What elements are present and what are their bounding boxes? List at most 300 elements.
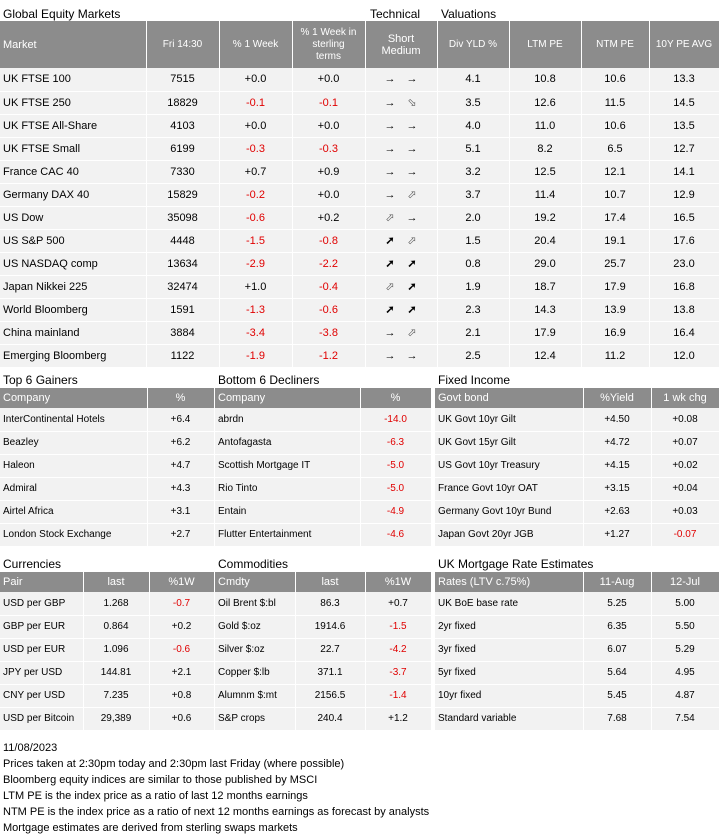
commodities-row	[215, 592, 431, 615]
currency-last: 0.864	[83, 615, 149, 638]
week-change: -0.3	[219, 137, 292, 160]
technical-trend	[365, 206, 437, 229]
short-trend-arrow-icon: ⬀	[385, 281, 395, 293]
div-yield: 2.0	[437, 206, 509, 229]
ntm-pe: 10.7	[581, 183, 649, 206]
week-change-sterling: -0.4	[292, 275, 365, 298]
week-change: -1.3	[219, 298, 292, 321]
fixed-income-row	[435, 500, 719, 523]
mortgage-row	[435, 615, 719, 638]
ltm-pe: 8.2	[509, 137, 581, 160]
technical-trend	[365, 183, 437, 206]
technical-trend	[365, 68, 437, 91]
note-line: NTM PE is the index price as a ratio of next 12 months earnings as forecast by analysts	[3, 806, 430, 818]
technical-trend	[365, 137, 437, 160]
medium-trend-arrow-icon: ➚	[407, 281, 417, 293]
short-trend-arrow-icon: ➚	[385, 258, 395, 270]
div-yield: 1.5	[437, 229, 509, 252]
technical-trend	[365, 229, 437, 252]
com-col-last: last	[295, 572, 365, 592]
fi-col-yield: %Yield	[583, 388, 651, 408]
col-price: Fri 14:30	[146, 21, 219, 68]
equity-row	[0, 275, 719, 298]
pct-change: +4.7	[147, 454, 214, 477]
rate-previous: 5.00	[651, 592, 719, 615]
market-name: UK FTSE Small	[0, 137, 146, 160]
currencies-row	[0, 661, 214, 684]
bond-yield: +4.15	[583, 454, 651, 477]
pe-10y-avg: 14.5	[649, 91, 719, 114]
pe-10y-avg: 16.4	[649, 321, 719, 344]
company-name: Haleon	[0, 454, 147, 477]
currency-last: 7.235	[83, 684, 149, 707]
col-week-sterling-line1: % 1 Week in	[300, 26, 357, 38]
col-ltm-pe: LTM PE	[509, 21, 581, 68]
market-price: 1122	[146, 344, 219, 367]
commodities-title: Commodities	[218, 557, 289, 571]
com-col-cmdty: Cmdty	[215, 572, 295, 592]
market-name: UK FTSE All-Share	[0, 114, 146, 137]
bond-name: Japan Govt 20yr JGB	[435, 523, 583, 546]
cur-col-last: last	[83, 572, 149, 592]
company-name: Rio Tinto	[215, 477, 360, 500]
decliners-row	[215, 523, 431, 546]
valuations-label: Valuations	[441, 7, 497, 21]
market-price: 13634	[146, 252, 219, 275]
fi-col-chg: 1 wk chg	[651, 388, 719, 408]
week-change: -0.2	[219, 183, 292, 206]
equity-row	[0, 252, 719, 275]
mortgage-row	[435, 638, 719, 661]
commodity-last: 2156.5	[295, 684, 365, 707]
mortgage-rate-name: 5yr fixed	[435, 661, 583, 684]
company-name: Airtel Africa	[0, 500, 147, 523]
div-yield: 1.9	[437, 275, 509, 298]
short-trend-arrow-icon: →	[384, 97, 396, 109]
technical-trend	[365, 91, 437, 114]
pct-change: +3.1	[147, 500, 214, 523]
gainers-col-pct: %	[147, 388, 214, 408]
pct-change: -4.6	[360, 523, 431, 546]
market-price: 35098	[146, 206, 219, 229]
week-change: +1.0	[219, 275, 292, 298]
market-price: 7515	[146, 68, 219, 91]
col-10y-pe-avg: 10Y PE AVG	[649, 21, 719, 68]
currency-pair: USD per EUR	[0, 638, 83, 661]
currencies-table	[0, 572, 215, 731]
equity-row	[0, 183, 719, 206]
week-change-sterling: -2.2	[292, 252, 365, 275]
mortgage-row	[435, 661, 719, 684]
ntm-pe: 19.1	[581, 229, 649, 252]
mortgage-row	[435, 684, 719, 707]
gainers-title: Top 6 Gainers	[3, 373, 78, 387]
technical-trend	[365, 298, 437, 321]
week-change-sterling: -1.2	[292, 344, 365, 367]
bond-name: France Govt 10yr OAT	[435, 477, 583, 500]
ltm-pe: 14.3	[509, 298, 581, 321]
div-yield: 2.3	[437, 298, 509, 321]
gainers-row	[0, 454, 214, 477]
company-name: Beazley	[0, 431, 147, 454]
rate-current: 6.35	[583, 615, 651, 638]
mortgage-rate-name: Standard variable	[435, 707, 583, 730]
commodity-week-change: +1.2	[365, 707, 431, 730]
medium-trend-arrow-icon: →	[406, 119, 418, 132]
equity-row	[0, 344, 719, 367]
report-date: 11/08/2023	[3, 742, 58, 754]
ltm-pe: 20.4	[509, 229, 581, 252]
week-change: -0.6	[219, 206, 292, 229]
week-change-sterling: +0.9	[292, 160, 365, 183]
market-price: 18829	[146, 91, 219, 114]
ntm-pe: 17.4	[581, 206, 649, 229]
div-yield: 5.1	[437, 137, 509, 160]
equity-row	[0, 321, 719, 344]
decliners-row	[215, 477, 431, 500]
technical-trend	[365, 160, 437, 183]
gainers-row	[0, 523, 214, 546]
rate-current: 5.64	[583, 661, 651, 684]
pct-change: +4.3	[147, 477, 214, 500]
yield-change: -0.07	[651, 523, 719, 546]
market-price: 7330	[146, 160, 219, 183]
currencies-title: Currencies	[3, 557, 62, 571]
currencies-row	[0, 684, 214, 707]
mortgage-rate-name: 3yr fixed	[435, 638, 583, 661]
currency-week-change: +2.1	[149, 661, 214, 684]
short-trend-arrow-icon: →	[384, 349, 396, 362]
mortgage-row	[435, 592, 719, 615]
medium-trend-arrow-icon: ⬀	[407, 235, 417, 247]
currency-last: 29,389	[83, 707, 149, 730]
ltm-pe: 12.6	[509, 91, 581, 114]
ltm-pe: 17.9	[509, 321, 581, 344]
mortgage-title: UK Mortgage Rate Estimates	[438, 557, 594, 571]
mortgage-row	[435, 707, 719, 730]
div-yield: 4.0	[437, 114, 509, 137]
note-line: LTM PE is the index price as a ratio of last 12 months earnings	[3, 790, 308, 802]
div-yield: 3.5	[437, 91, 509, 114]
rate-previous: 4.95	[651, 661, 719, 684]
commodity-name: Copper $:lb	[215, 661, 295, 684]
pe-10y-avg: 12.9	[649, 183, 719, 206]
currency-pair: USD per GBP	[0, 592, 83, 615]
ltm-pe: 10.8	[509, 68, 581, 91]
medium-trend-arrow-icon: →	[406, 142, 418, 155]
ltm-pe: 18.7	[509, 275, 581, 298]
mort-col-rates: Rates (LTV c.75%)	[435, 572, 583, 592]
commodities-row	[215, 638, 431, 661]
ntm-pe: 25.7	[581, 252, 649, 275]
short-trend-arrow-icon: →	[384, 189, 396, 201]
pe-10y-avg: 12.7	[649, 137, 719, 160]
medium-trend-arrow-icon: ⬂	[407, 97, 417, 109]
pct-change: +2.7	[147, 523, 214, 546]
technical-trend	[365, 344, 437, 367]
currencies-row	[0, 707, 214, 730]
decliners-title: Bottom 6 Decliners	[218, 373, 320, 387]
ltm-pe: 19.2	[509, 206, 581, 229]
pct-change: +6.2	[147, 431, 214, 454]
ntm-pe: 11.2	[581, 344, 649, 367]
commodity-name: Alumnm $:mt	[215, 684, 295, 707]
pe-10y-avg: 23.0	[649, 252, 719, 275]
commodity-name: Oil Brent $:bl	[215, 592, 295, 615]
market-name: US NASDAQ comp	[0, 252, 146, 275]
fixed-income-row	[435, 408, 719, 431]
market-name: UK FTSE 250	[0, 91, 146, 114]
mortgage-rate-name: 10yr fixed	[435, 684, 583, 707]
equity-section-title: Global Equity Markets	[3, 7, 121, 21]
fixed-income-table	[435, 388, 719, 547]
week-change-sterling: -0.8	[292, 229, 365, 252]
decliners-row	[215, 500, 431, 523]
commodity-week-change: -4.2	[365, 638, 431, 661]
currency-pair: GBP per EUR	[0, 615, 83, 638]
pe-10y-avg: 12.0	[649, 344, 719, 367]
market-price: 4103	[146, 114, 219, 137]
commodity-last: 22.7	[295, 638, 365, 661]
rate-current: 5.25	[583, 592, 651, 615]
commodity-last: 1914.6	[295, 615, 365, 638]
rate-previous: 4.87	[651, 684, 719, 707]
week-change: -1.5	[219, 229, 292, 252]
commodities-row	[215, 707, 431, 730]
market-name: Japan Nikkei 225	[0, 275, 146, 298]
technical-trend	[365, 275, 437, 298]
div-yield: 2.5	[437, 344, 509, 367]
short-trend-arrow-icon: →	[384, 73, 396, 86]
medium-trend-arrow-icon: →	[406, 73, 418, 86]
currency-week-change: +0.2	[149, 615, 214, 638]
mort-col-jul: 12-Jul	[651, 572, 719, 592]
equity-row	[0, 114, 719, 137]
gainers-row	[0, 431, 214, 454]
week-change: -3.4	[219, 321, 292, 344]
pct-change: -6.3	[360, 431, 431, 454]
medium-trend-arrow-icon: ⬀	[407, 327, 417, 339]
medium-trend-arrow-icon: →	[406, 212, 418, 224]
week-change-sterling: -0.3	[292, 137, 365, 160]
pct-change: +6.4	[147, 408, 214, 431]
commodity-last: 86.3	[295, 592, 365, 615]
col-week-sterling-line3: terms	[316, 50, 341, 62]
yield-change: +0.08	[651, 408, 719, 431]
commodities-table	[215, 572, 432, 731]
short-trend-arrow-icon: →	[384, 165, 396, 178]
technical-trend	[365, 114, 437, 137]
company-name: Entain	[215, 500, 360, 523]
company-name: abrdn	[215, 408, 360, 431]
week-change-sterling: -0.6	[292, 298, 365, 321]
footnotes	[3, 740, 429, 836]
commodity-week-change: -1.5	[365, 615, 431, 638]
technical-trend	[365, 252, 437, 275]
company-name: Flutter Entertainment	[215, 523, 360, 546]
week-change-sterling: +0.0	[292, 183, 365, 206]
pe-10y-avg: 16.8	[649, 275, 719, 298]
gainers-table	[0, 388, 215, 547]
currency-last: 1.268	[83, 592, 149, 615]
bond-yield: +1.27	[583, 523, 651, 546]
short-trend-arrow-icon: →	[384, 119, 396, 132]
yield-change: +0.03	[651, 500, 719, 523]
ntm-pe: 17.9	[581, 275, 649, 298]
currency-week-change: -0.7	[149, 592, 214, 615]
equity-row	[0, 298, 719, 321]
week-change-sterling: +0.0	[292, 114, 365, 137]
market-name: US Dow	[0, 206, 146, 229]
ntm-pe: 13.9	[581, 298, 649, 321]
commodity-name: Silver $:oz	[215, 638, 295, 661]
decliners-table	[215, 388, 432, 547]
col-short-label: Short	[387, 32, 415, 45]
div-yield: 4.1	[437, 68, 509, 91]
week-change-sterling: -3.8	[292, 321, 365, 344]
ltm-pe: 29.0	[509, 252, 581, 275]
market-name: China mainland	[0, 321, 146, 344]
rate-previous: 5.29	[651, 638, 719, 661]
equity-row	[0, 229, 719, 252]
week-change-sterling: +0.2	[292, 206, 365, 229]
gainers-col-company: Company	[0, 388, 147, 408]
week-change: -1.9	[219, 344, 292, 367]
div-yield: 2.1	[437, 321, 509, 344]
mort-col-aug: 11-Aug	[583, 572, 651, 592]
pct-change: -14.0	[360, 408, 431, 431]
equity-table	[0, 21, 719, 368]
rate-current: 6.07	[583, 638, 651, 661]
decliners-row	[215, 454, 431, 477]
week-change: -0.1	[219, 91, 292, 114]
company-name: London Stock Exchange	[0, 523, 147, 546]
market-name: France CAC 40	[0, 160, 146, 183]
mortgage-table	[435, 572, 719, 731]
yield-change: +0.02	[651, 454, 719, 477]
currencies-row	[0, 592, 214, 615]
week-change: +0.0	[219, 114, 292, 137]
div-yield: 0.8	[437, 252, 509, 275]
decliners-col-company: Company	[215, 388, 360, 408]
market-name: US S&P 500	[0, 229, 146, 252]
div-yield: 3.2	[437, 160, 509, 183]
rate-current: 5.45	[583, 684, 651, 707]
fixed-income-row	[435, 454, 719, 477]
week-change-sterling: -0.1	[292, 91, 365, 114]
equity-row	[0, 91, 719, 114]
col-div-yield: Div YLD %	[437, 21, 509, 68]
currency-pair: USD per Bitcoin	[0, 707, 83, 730]
technical-trend	[365, 321, 437, 344]
week-change: -2.9	[219, 252, 292, 275]
company-name: InterContinental Hotels	[0, 408, 147, 431]
equity-header-row	[0, 21, 719, 68]
bond-yield: +4.72	[583, 431, 651, 454]
short-trend-arrow-icon: ➚	[385, 304, 395, 316]
ntm-pe: 12.1	[581, 160, 649, 183]
note-line: Prices taken at 2:30pm today and 2:30pm last Friday (where possible)	[3, 758, 345, 770]
col-week: % 1 Week	[219, 21, 292, 68]
gainers-row	[0, 408, 214, 431]
pe-10y-avg: 14.1	[649, 160, 719, 183]
market-price: 15829	[146, 183, 219, 206]
short-trend-arrow-icon: ➚	[385, 235, 395, 247]
fixed-income-row	[435, 431, 719, 454]
yield-change: +0.04	[651, 477, 719, 500]
ltm-pe: 11.0	[509, 114, 581, 137]
bond-yield: +2.63	[583, 500, 651, 523]
medium-trend-arrow-icon: ➚	[407, 304, 417, 316]
equity-row	[0, 68, 719, 91]
market-name: Emerging Bloomberg	[0, 344, 146, 367]
col-week-sterling-line2: sterling	[312, 38, 345, 50]
currency-last: 1.096	[83, 638, 149, 661]
col-ntm-pe: NTM PE	[581, 21, 649, 68]
medium-trend-arrow-icon: ➚	[407, 258, 417, 270]
pct-change: -5.0	[360, 454, 431, 477]
pe-10y-avg: 16.5	[649, 206, 719, 229]
col-week-sterling	[292, 21, 365, 68]
pct-change: -5.0	[360, 477, 431, 500]
market-price: 4448	[146, 229, 219, 252]
rate-current: 7.68	[583, 707, 651, 730]
company-name: Admiral	[0, 477, 147, 500]
market-price: 6199	[146, 137, 219, 160]
col-medium-label: Medium	[381, 44, 421, 57]
note-line: Bloomberg equity indices are similar to those published by MSCI	[3, 774, 318, 786]
decliners-col-pct: %	[360, 388, 431, 408]
week-change: +0.0	[219, 68, 292, 91]
medium-trend-arrow-icon: →	[406, 165, 418, 178]
mortgage-rate-name: 2yr fixed	[435, 615, 583, 638]
fi-col-bond: Govt bond	[435, 388, 583, 408]
gainers-row	[0, 477, 214, 500]
commodity-week-change: +0.7	[365, 592, 431, 615]
currencies-row	[0, 638, 214, 661]
bond-name: UK Govt 10yr Gilt	[435, 408, 583, 431]
decliners-row	[215, 408, 431, 431]
col-technical	[365, 21, 437, 68]
col-market: Market	[0, 21, 146, 68]
ntm-pe: 10.6	[581, 114, 649, 137]
pct-change: -4.9	[360, 500, 431, 523]
short-trend-arrow-icon: ⬀	[385, 212, 395, 224]
currencies-row	[0, 615, 214, 638]
company-name: Scottish Mortgage IT	[215, 454, 360, 477]
rate-previous: 5.50	[651, 615, 719, 638]
gainers-row	[0, 500, 214, 523]
fixed-income-row	[435, 523, 719, 546]
technical-label: Technical	[370, 7, 421, 21]
bond-yield: +3.15	[583, 477, 651, 500]
bond-name: UK Govt 15yr Gilt	[435, 431, 583, 454]
market-name: World Bloomberg	[0, 298, 146, 321]
yield-change: +0.07	[651, 431, 719, 454]
note-line: Mortgage estimates are derived from sterling swaps markets	[3, 822, 298, 834]
market-price: 1591	[146, 298, 219, 321]
pe-10y-avg: 17.6	[649, 229, 719, 252]
commodity-last: 371.1	[295, 661, 365, 684]
ntm-pe: 10.6	[581, 68, 649, 91]
commodities-row	[215, 684, 431, 707]
market-price: 32474	[146, 275, 219, 298]
commodity-name: S&P crops	[215, 707, 295, 730]
company-name: Antofagasta	[215, 431, 360, 454]
bond-name: US Govt 10yr Treasury	[435, 454, 583, 477]
pe-10y-avg: 13.5	[649, 114, 719, 137]
week-change: +0.7	[219, 160, 292, 183]
